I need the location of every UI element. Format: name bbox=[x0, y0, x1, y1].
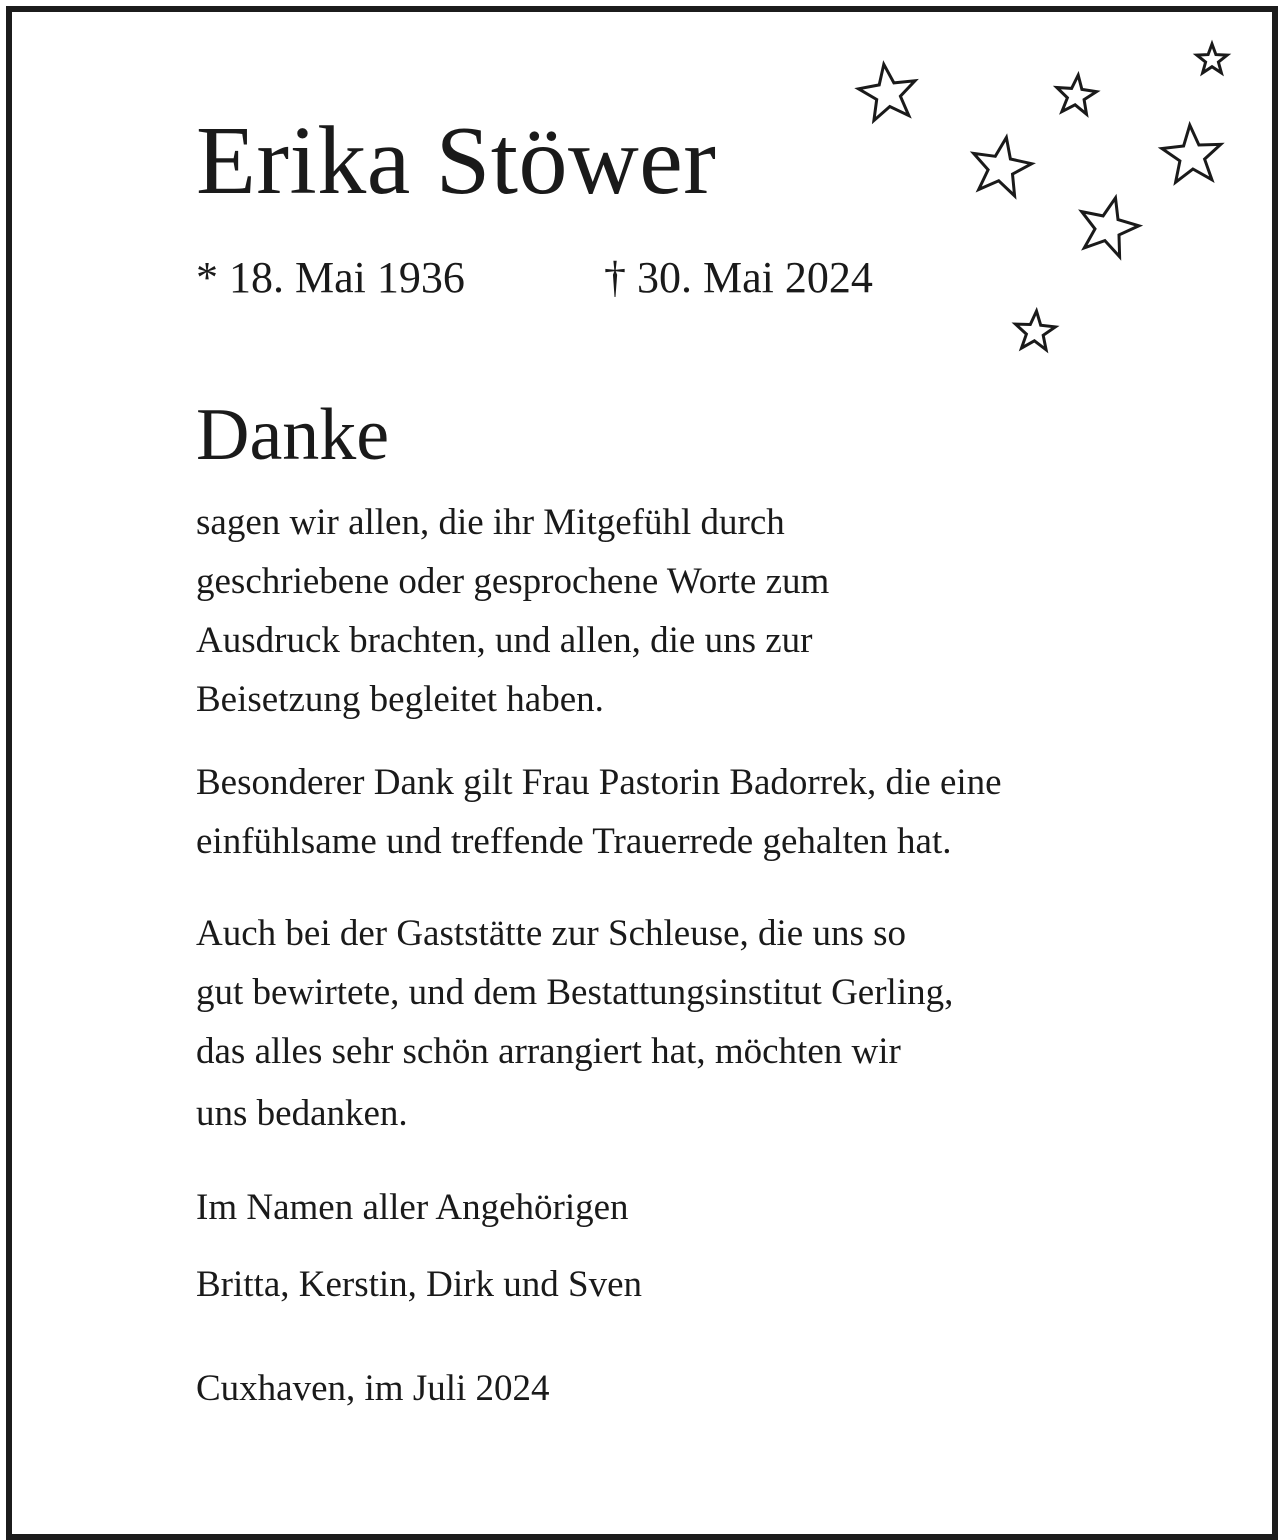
thanks-paragraph-1 bbox=[196, 493, 1196, 729]
death-date: † 30. Mai 2024 bbox=[604, 253, 873, 302]
thanks-heading: Danke bbox=[196, 394, 390, 476]
place-date-line bbox=[196, 1359, 1196, 1418]
signers-line bbox=[196, 1255, 1196, 1314]
closing-line bbox=[196, 1178, 1196, 1237]
text-line: gut bewirtete, und dem Bestattungsinstitut Gerling, bbox=[196, 972, 954, 1013]
text-line: Ausdruck brachten, und allen, die uns zur bbox=[196, 620, 813, 661]
closing-text: Im Namen aller Angehörigen bbox=[196, 1187, 629, 1228]
text-line: Auch bei der Gaststätte zur Schleuse, die uns so bbox=[196, 913, 907, 954]
deceased-name: Erika Stöwer bbox=[196, 107, 717, 215]
text-line: Beisetzung begleitet haben. bbox=[196, 679, 604, 720]
text-line: einfühlsame und treffende Trauerrede gehalten hat. bbox=[196, 821, 952, 862]
place-date-text: Cuxhaven, im Juli 2024 bbox=[196, 1368, 550, 1409]
signers-text: Britta, Kerstin, Dirk und Sven bbox=[196, 1264, 643, 1305]
text-line: uns bedanken. bbox=[196, 1093, 408, 1134]
birth-date: * 18. Mai 1936 bbox=[196, 253, 465, 302]
text-line: geschriebene oder gesprochene Worte zum bbox=[196, 561, 830, 602]
text-line: sagen wir allen, die ihr Mitgefühl durch bbox=[196, 502, 785, 543]
text-line: Besonderer Dank gilt Frau Pastorin Badorrek, die eine bbox=[196, 762, 1002, 803]
thanks-paragraph-2 bbox=[196, 753, 1196, 871]
text-line: das alles sehr schön arrangiert hat, möchten wir bbox=[196, 1031, 901, 1072]
thanks-paragraph-3 bbox=[196, 904, 1196, 1143]
